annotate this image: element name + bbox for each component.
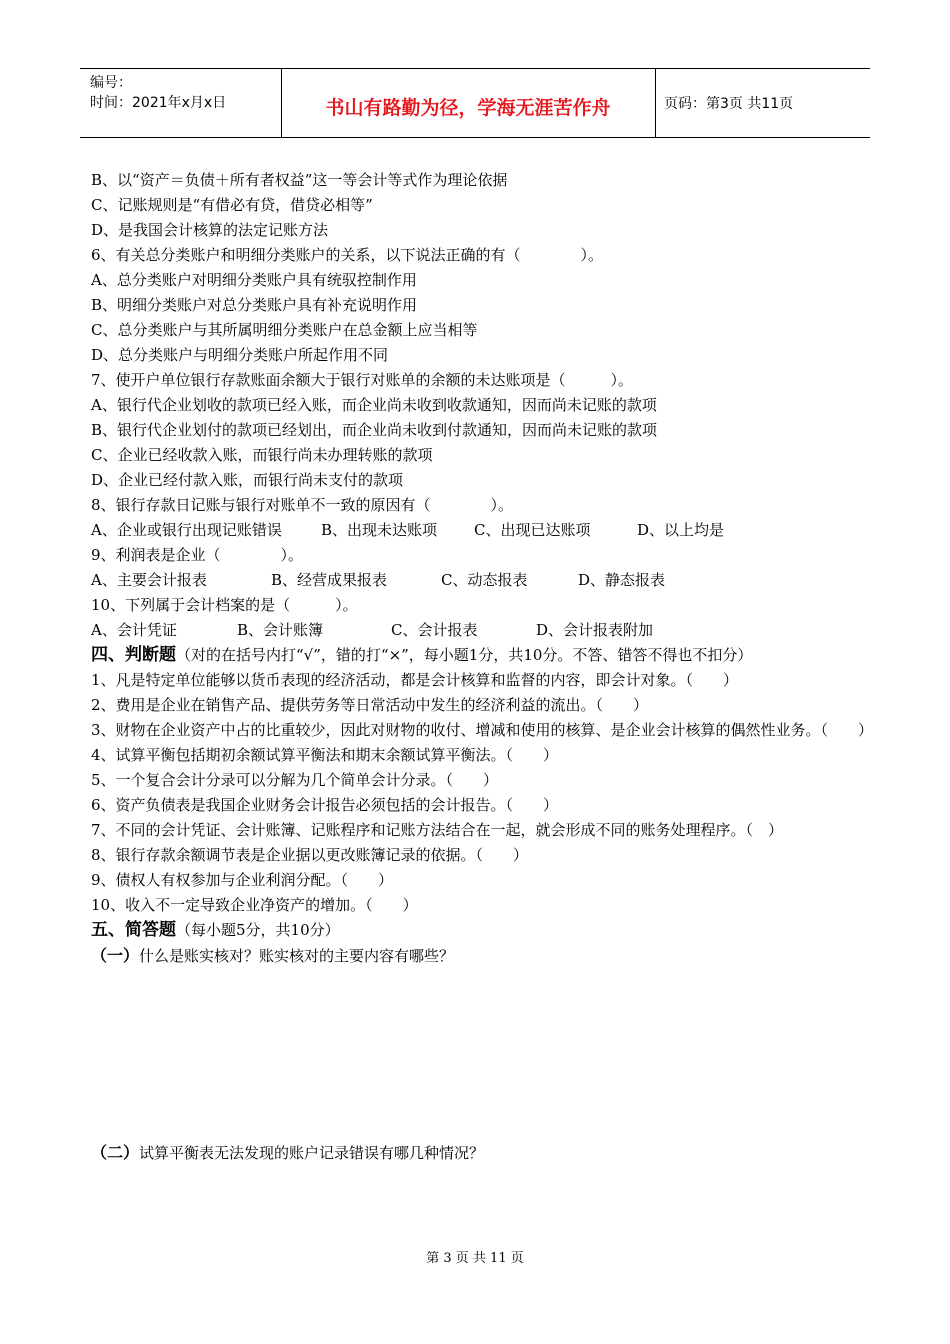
option: C、出现已达账项	[474, 521, 591, 539]
page-label: 页码：第3页 共11页	[664, 96, 794, 112]
text-line: A、总分类账户对明细分类账户具有统驭控制作用	[91, 271, 417, 289]
section-title: 五、简答题	[91, 920, 176, 940]
judgment-item: 6、资产负债表是我国企业财务会计报告必须包括的会计报告。（ ）	[91, 796, 559, 814]
header-meta	[90, 73, 280, 113]
option: D、静态报表	[578, 571, 666, 589]
judgment-item: 10、收入不一定导致企业净资产的增加。（ ）	[91, 896, 418, 914]
page-header	[80, 68, 870, 138]
date-label: 时间：2021年x月x日	[90, 95, 227, 111]
text-line: A、银行代企业划收的款项已经入账，而企业尚未收到收款通知，因而尚未记账的款项	[91, 396, 657, 414]
option: A、会计凭证	[91, 621, 177, 639]
judgment-item: 1、凡是特定单位能够以货币表现的经济活动，都是会计核算和监督的内容，即会计对象。（ ）	[91, 671, 739, 689]
motto: 书山有路勤为径，学海无涯苦作舟	[325, 97, 611, 119]
document-body	[91, 168, 874, 969]
option: B、出现未达账项	[321, 521, 438, 539]
question-8: 8、银行存款日记账与银行对账单不一致的原因有（ ）。	[91, 496, 514, 514]
section-4-heading	[91, 643, 866, 668]
judgment-item: 9、债权人有权参加与企业利润分配。（ ）	[91, 871, 394, 889]
text-line: B、明细分类账户对总分类账户具有补充说明作用	[91, 296, 418, 314]
option: D、以上均是	[637, 521, 725, 539]
sub-question: 什么是账实核对？账实核对的主要内容有哪些？	[139, 947, 455, 965]
text-line: D、企业已经付款入账，而银行尚未支付的款项	[91, 471, 404, 489]
option: B、经营成果报表	[271, 571, 388, 589]
option: B、会计账簿	[237, 621, 324, 639]
question-9: 9、利润表是企业（ ）。	[91, 546, 304, 564]
q10-options	[91, 618, 866, 643]
question-10: 10、下列属于会计档案的是（ ）。	[91, 596, 358, 614]
text-line: D、总分类账户与明细分类账户所起作用不同	[91, 346, 389, 364]
judgment-item: 5、一个复合会计分录可以分解为几个简单会计分录。（ ）	[91, 771, 499, 789]
option: A、主要会计报表	[91, 571, 207, 589]
short-answer-2	[91, 1140, 484, 1166]
option: C、动态报表	[441, 571, 528, 589]
section-title: 四、判断题	[91, 645, 176, 665]
option: C、会计报表	[391, 621, 478, 639]
judgment-item: 2、费用是企业在销售产品、提供劳务等日常活动中发生的经济利益的流出。（ ）	[91, 696, 649, 714]
option: A、企业或银行出现记账错误	[91, 521, 282, 539]
q9-options	[91, 568, 866, 593]
option: D、会计报表附加	[536, 621, 654, 639]
question-6: 6、有关总分类账户和明细分类账户的关系，以下说法正确的有（ ）。	[91, 246, 604, 264]
text-line: C、记账规则是“有借必有贷，借贷必相等”	[91, 196, 373, 214]
section-5-heading	[91, 918, 866, 943]
text-line: C、企业已经收款入账，而银行尚未办理转账的款项	[91, 446, 433, 464]
judgment-item: 3、财物在企业资产中占的比重较少，因此对财物的收付、增减和使用的核算、是企业会计核算的偶然性业务。（ ）	[91, 721, 874, 739]
sub-question: 试算平衡表无法发现的账户记录错误有哪几种情况？	[139, 1144, 485, 1162]
text-line: B、银行代企业划付的款项已经划出，而企业尚未收到付款通知，因而尚未记账的款项	[91, 421, 658, 439]
section-note: （对的在括号内打“√”，错的打“×”，每小题1分，共10分。不答、错答不得也不扣分）	[176, 646, 753, 664]
judgment-item: 8、银行存款余额调节表是企业据以更改账簿记录的依据。（ ）	[91, 846, 529, 864]
number-label: 编号：	[90, 75, 132, 91]
judgment-item: 7、不同的会计凭证、会计账簿、记账程序和记账方法结合在一起，就会形成不同的账务处理程序。（ ）	[91, 821, 784, 839]
text-line: B、以“资产＝负债＋所有者权益”这一等会计等式作为理论依据	[91, 171, 508, 189]
page-footer: 第 3 页 共 11 页	[426, 1251, 524, 1266]
sub-number: （二）	[91, 1143, 140, 1162]
header-divider	[655, 69, 656, 137]
sub-number: （一）	[91, 946, 140, 965]
short-answer-1	[91, 943, 866, 969]
text-line: C、总分类账户与其所属明细分类账户在总金额上应当相等	[91, 321, 478, 339]
q8-options	[91, 518, 866, 543]
text-line: D、是我国会计核算的法定记账方法	[91, 221, 329, 239]
question-7: 7、使开户单位银行存款账面余额大于银行对账单的余额的未达账项是（ ）。	[91, 371, 634, 389]
judgment-item: 4、试算平衡包括期初余额试算平衡法和期末余额试算平衡法。（ ）	[91, 746, 559, 764]
section-note: （每小题5分，共10分）	[176, 921, 340, 939]
